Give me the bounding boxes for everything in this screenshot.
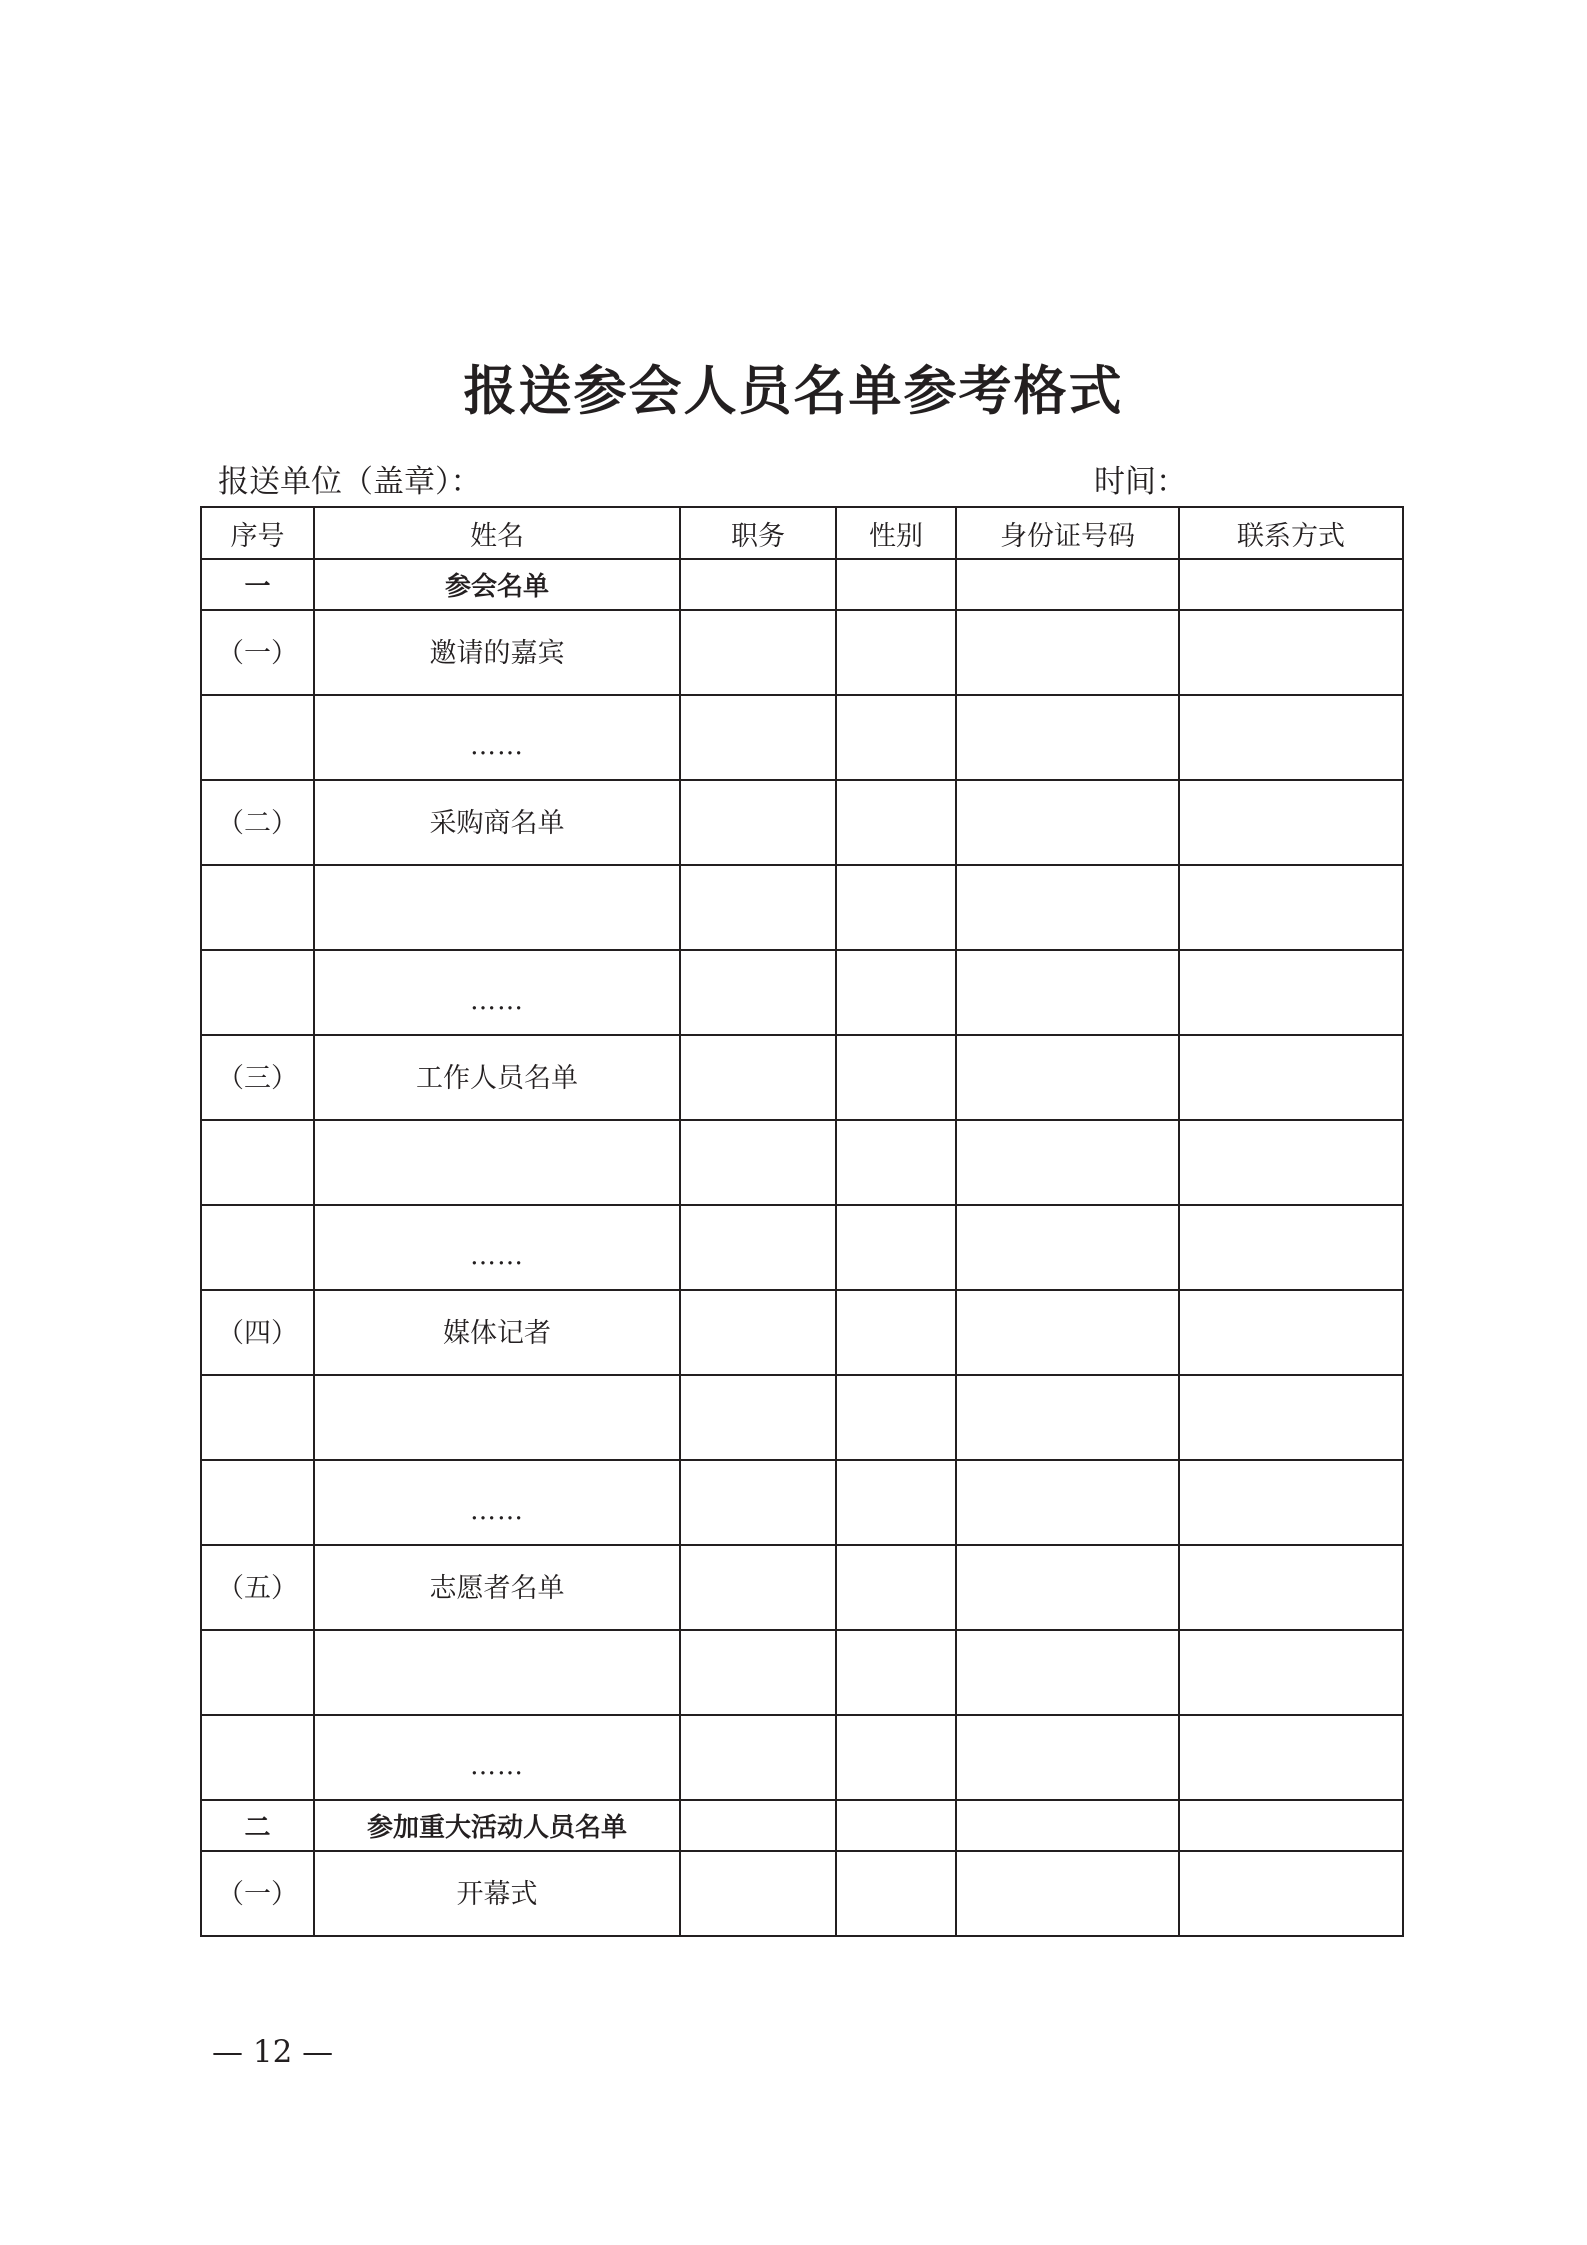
header-id-number: 身份证号码 bbox=[956, 507, 1179, 559]
row-id-number-cell bbox=[956, 780, 1179, 865]
row-id-number-cell bbox=[956, 1460, 1179, 1545]
row-id-number-cell bbox=[956, 1035, 1179, 1120]
row-gender-cell bbox=[836, 1851, 956, 1936]
row-seq-cell: （三） bbox=[201, 1035, 314, 1120]
row-name-cell: 参会名单 bbox=[314, 559, 680, 610]
header-seq: 序号 bbox=[201, 507, 314, 559]
row-id-number-cell bbox=[956, 1715, 1179, 1800]
row-position-cell bbox=[680, 1800, 836, 1851]
page-title: 报送参会人员名单参考格式 bbox=[463, 360, 1124, 422]
row-contact-cell bbox=[1179, 1630, 1403, 1715]
row-contact-cell bbox=[1179, 1205, 1403, 1290]
row-name-cell bbox=[314, 1630, 680, 1715]
row-seq-cell bbox=[201, 695, 314, 780]
row-name-cell: 开幕式 bbox=[314, 1851, 680, 1936]
row-contact-cell bbox=[1179, 1800, 1403, 1851]
row-name-cell: 志愿者名单 bbox=[314, 1545, 680, 1630]
row-gender-cell bbox=[836, 1205, 956, 1290]
row-seq-cell bbox=[201, 1375, 314, 1460]
header-position: 职务 bbox=[680, 507, 836, 559]
table-row bbox=[201, 1460, 1403, 1545]
row-gender-cell bbox=[836, 1460, 956, 1545]
row-position-cell bbox=[680, 695, 836, 780]
table-row bbox=[201, 1800, 1403, 1851]
row-contact-cell bbox=[1179, 610, 1403, 695]
row-position-cell bbox=[680, 1460, 836, 1545]
row-gender-cell bbox=[836, 1630, 956, 1715]
row-name-cell: 参加重大活动人员名单 bbox=[314, 1800, 680, 1851]
row-name-cell: …… bbox=[314, 1715, 680, 1800]
row-id-number-cell bbox=[956, 610, 1179, 695]
row-name-cell: …… bbox=[314, 695, 680, 780]
row-contact-cell bbox=[1179, 1851, 1403, 1936]
row-gender-cell bbox=[836, 865, 956, 950]
row-name-cell bbox=[314, 865, 680, 950]
row-position-cell bbox=[680, 1545, 836, 1630]
row-id-number-cell bbox=[956, 1120, 1179, 1205]
table-row bbox=[201, 1290, 1403, 1375]
attendee-roster-table bbox=[200, 506, 1404, 1937]
row-position-cell bbox=[680, 1120, 836, 1205]
row-seq-cell: （二） bbox=[201, 780, 314, 865]
row-seq-cell: （四） bbox=[201, 1290, 314, 1375]
row-id-number-cell bbox=[956, 1205, 1179, 1290]
row-contact-cell bbox=[1179, 1035, 1403, 1120]
row-contact-cell bbox=[1179, 950, 1403, 1035]
row-name-cell: …… bbox=[314, 1460, 680, 1545]
page-number: — 12 — bbox=[212, 2034, 334, 2070]
table-row bbox=[201, 1630, 1403, 1715]
row-contact-cell bbox=[1179, 1375, 1403, 1460]
row-seq-cell bbox=[201, 1205, 314, 1290]
row-position-cell bbox=[680, 1290, 836, 1375]
row-id-number-cell bbox=[956, 1800, 1179, 1851]
table-row bbox=[201, 695, 1403, 780]
row-seq-cell: （五） bbox=[201, 1545, 314, 1630]
table-row bbox=[201, 610, 1403, 695]
row-id-number-cell bbox=[956, 1290, 1179, 1375]
row-contact-cell bbox=[1179, 559, 1403, 610]
row-name-cell: 工作人员名单 bbox=[314, 1035, 680, 1120]
row-contact-cell bbox=[1179, 865, 1403, 950]
row-gender-cell bbox=[836, 1375, 956, 1460]
submitting-unit-label: 报送单位（盖章）： bbox=[218, 464, 482, 500]
row-position-cell bbox=[680, 1715, 836, 1800]
row-name-cell bbox=[314, 1375, 680, 1460]
row-contact-cell bbox=[1179, 695, 1403, 780]
row-seq-cell: 二 bbox=[201, 1800, 314, 1851]
table-row bbox=[201, 780, 1403, 865]
header-contact: 联系方式 bbox=[1179, 507, 1403, 559]
row-seq-cell: （一） bbox=[201, 1851, 314, 1936]
table-row bbox=[201, 1545, 1403, 1630]
row-id-number-cell bbox=[956, 1375, 1179, 1460]
row-id-number-cell bbox=[956, 1545, 1179, 1630]
table-row bbox=[201, 1120, 1403, 1205]
row-id-number-cell bbox=[956, 865, 1179, 950]
row-position-cell bbox=[680, 780, 836, 865]
row-id-number-cell bbox=[956, 1630, 1179, 1715]
row-contact-cell bbox=[1179, 1120, 1403, 1205]
row-position-cell bbox=[680, 1375, 836, 1460]
time-label: 时间： bbox=[1094, 464, 1187, 500]
table-row bbox=[201, 1205, 1403, 1290]
header-gender: 性别 bbox=[836, 507, 956, 559]
row-position-cell bbox=[680, 950, 836, 1035]
row-id-number-cell bbox=[956, 559, 1179, 610]
row-seq-cell bbox=[201, 865, 314, 950]
row-gender-cell bbox=[836, 610, 956, 695]
row-contact-cell bbox=[1179, 1460, 1403, 1545]
row-seq-cell: 一 bbox=[201, 559, 314, 610]
row-name-cell bbox=[314, 1120, 680, 1205]
row-position-cell bbox=[680, 1205, 836, 1290]
row-gender-cell bbox=[836, 1035, 956, 1120]
table-row bbox=[201, 865, 1403, 950]
row-seq-cell bbox=[201, 950, 314, 1035]
row-name-cell: …… bbox=[314, 1205, 680, 1290]
row-contact-cell bbox=[1179, 1290, 1403, 1375]
table-row bbox=[201, 1375, 1403, 1460]
row-gender-cell bbox=[836, 780, 956, 865]
row-gender-cell bbox=[836, 559, 956, 610]
table-row bbox=[201, 950, 1403, 1035]
table-header-row bbox=[201, 507, 1403, 559]
row-gender-cell bbox=[836, 950, 956, 1035]
row-position-cell bbox=[680, 610, 836, 695]
table-row bbox=[201, 559, 1403, 610]
row-seq-cell: （一） bbox=[201, 610, 314, 695]
row-seq-cell bbox=[201, 1630, 314, 1715]
row-name-cell: 邀请的嘉宾 bbox=[314, 610, 680, 695]
row-position-cell bbox=[680, 1851, 836, 1936]
row-gender-cell bbox=[836, 1715, 956, 1800]
row-gender-cell bbox=[836, 1545, 956, 1630]
row-seq-cell bbox=[201, 1715, 314, 1800]
row-position-cell bbox=[680, 1630, 836, 1715]
row-position-cell bbox=[680, 1035, 836, 1120]
row-name-cell: 媒体记者 bbox=[314, 1290, 680, 1375]
row-gender-cell bbox=[836, 1120, 956, 1205]
row-contact-cell bbox=[1179, 780, 1403, 865]
table-row bbox=[201, 1715, 1403, 1800]
row-seq-cell bbox=[201, 1460, 314, 1545]
header-name: 姓名 bbox=[314, 507, 680, 559]
row-position-cell bbox=[680, 559, 836, 610]
row-gender-cell bbox=[836, 695, 956, 780]
row-seq-cell bbox=[201, 1120, 314, 1205]
row-id-number-cell bbox=[956, 950, 1179, 1035]
row-id-number-cell bbox=[956, 1851, 1179, 1936]
table-row bbox=[201, 1851, 1403, 1936]
row-name-cell: …… bbox=[314, 950, 680, 1035]
table-row bbox=[201, 1035, 1403, 1120]
row-contact-cell bbox=[1179, 1545, 1403, 1630]
row-gender-cell bbox=[836, 1800, 956, 1851]
row-gender-cell bbox=[836, 1290, 956, 1375]
row-contact-cell bbox=[1179, 1715, 1403, 1800]
row-position-cell bbox=[680, 865, 836, 950]
row-name-cell: 采购商名单 bbox=[314, 780, 680, 865]
row-id-number-cell bbox=[956, 695, 1179, 780]
